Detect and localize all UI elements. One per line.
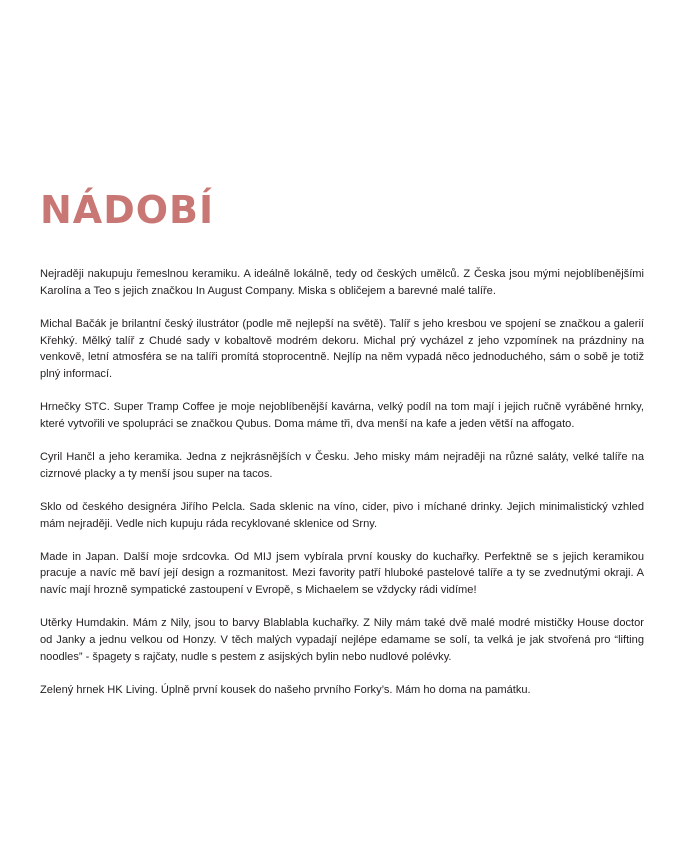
paragraph-stc-mugs: Hrnečky STC. Super Tramp Coffee je moje nejoblíbenější kavárna, velký podíl na tom mají i jejich ručně vyráběné hrnky, které vytvořili ve spolupráci se značkou Qubus. Doma máme tři, dva menší na kafe a jeden větší na affogato.	[40, 401, 644, 430]
paragraph-hk-living-mug: Zelený hrnek HK Living. Úplně první kousek do našeho prvního Forky’s. Mám ho doma na památku.	[40, 683, 531, 696]
paragraph-cyril-hancl: Cyril Hančl a jeho keramika. Jedna z nejkrásnějších v Česku. Jeho misky mám nejraději na různé saláty, velké talíře na cizrnové placky a ty menší jsou super na tacos.	[40, 450, 644, 480]
paragraph-humdakin-towels: Utěrky Humdakin. Mám z Nily, jsou to barvy Blablabla kuchařky. Z Nily mám také dvě malé modré mističky House doctor od Janky a jednu velkou od Honzy. V těch malých vypadají nejlépe edamame se solí, ta velká je jak stvořená pro “lifting noodles” - špagety s rajčaty, nudle s pestem z asijských bylin nebo nudlové polévky.	[40, 617, 644, 663]
body-text	[40, 266, 644, 698]
paragraph-jiri-pelcl-glass: Sklo od českého designéra Jiřího Pelcla. Sada sklenic na víno, cider, pivo i míchané drinky. Jejich minimalistický vzhled mám nejraději. Vedle nich kupuju ráda recyklované sklenice od Srny.	[40, 500, 644, 530]
page-title: NÁDOBÍ	[40, 188, 215, 232]
paragraph-michal-bacak: Michal Bačák je brilantní český ilustrátor (podle mě nejlepší na světě). Talíř s jeho kresbou ve spojení se značkou a galerií Křehký. Mělký talíř z Chudé sady v kobaltově modrém dekoru. Michal prý vycházel z jeho vzpomínek na prázdniny na venkově, letní atmosféra se na talíři promítá stoprocentně. Nejlíp na něm vypadá něco jednoduchého, sám o sobě je totiž plný informací.	[40, 317, 644, 381]
paragraph-in-august-company: Nejraději nakupuju řemeslnou keramiku. A ideálně lokálně, tedy od českých umělců. Z Česka jsou mými nejoblíbenějšími Karolína a Teo s jejich značkou In August Company. Miska s obličejem a barevné malé talíře.	[40, 268, 644, 297]
paragraph-made-in-japan: Made in Japan. Další moje srdcovka. Od MIJ jsem vybírala první kousky do kuchařky. Perfektně se s jejich keramikou pracuje a navíc mě baví její design a rozmanitost. Mezi favority patří hluboké pastelové talíře a ty se zvednutými okraji. A navíc mají hrozně sympatické zastoupení v Evropě, s Michaelem se vždycky rádi vidíme!	[40, 550, 644, 597]
